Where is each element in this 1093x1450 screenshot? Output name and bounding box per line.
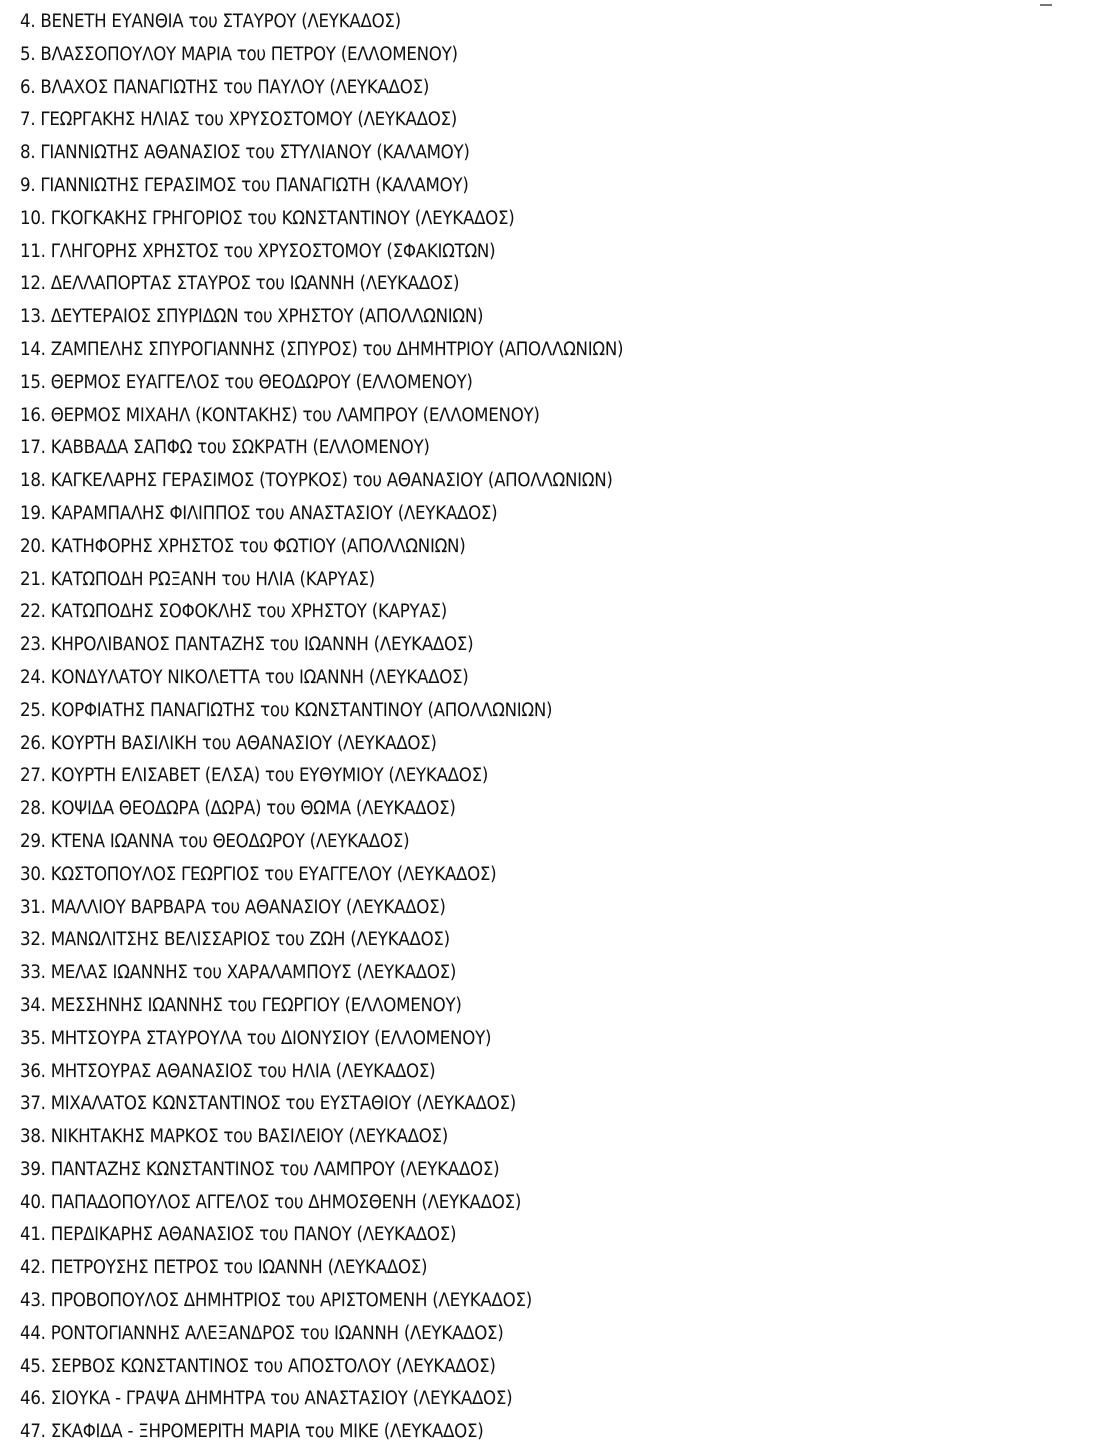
list-item: 43. ΠΡΟΒΟΠΟΥΛΟΣ ΔΗΜΗΤΡΙΟΣ του ΑΡΙΣΤΟΜΕΝΗ (ΛΕΥΚΑΔΟΣ) xyxy=(20,1290,532,1312)
list-item: 21. ΚΑΤΩΠΟΔΗ ΡΩΞΑΝΗ του ΗΛΙΑ (ΚΑΡΥΑΣ) xyxy=(20,568,375,590)
list-item: 47. ΣΚΑΦΙΔΑ - ΞΗΡΟΜΕΡΙΤΗ ΜΑΡΙΑ του ΜΙΚΕ (ΛΕΥΚΑΔΟΣ) xyxy=(20,1421,484,1443)
list-item: 38. ΝΙΚΗΤΑΚΗΣ ΜΑΡΚΟΣ του ΒΑΣΙΛΕΙΟΥ (ΛΕΥΚΑΔΟΣ) xyxy=(20,1126,449,1148)
list-item: 46. ΣΙΟΥΚΑ - ΓΡΑΨΑ ΔΗΜΗΤΡΑ του ΑΝΑΣΤΑΣΙΟΥ (ΛΕΥΚΑΔΟΣ) xyxy=(20,1388,513,1410)
list-item: 36. ΜΗΤΣΟΥΡΑΣ ΑΘΑΝΑΣΙΟΣ του ΗΛΙΑ (ΛΕΥΚΑΔΟΣ) xyxy=(20,1060,436,1082)
list-item: 24. ΚΟΝΔΥΛΑΤΟΥ ΝΙΚΟΛΕΤΤΑ του ΙΩΑΝΝΗ (ΛΕΥΚΑΔΟΣ) xyxy=(20,666,469,688)
list-item: 44. ΡΟΝΤΟΓΙΑΝΝΗΣ ΑΛΕΞΑΝΔΡΟΣ του ΙΩΑΝΝΗ (ΛΕΥΚΑΔΟΣ) xyxy=(20,1322,504,1344)
list-item: 34. ΜΕΣΣΗΝΗΣ ΙΩΑΝΝΗΣ του ΓΕΩΡΓΙΟΥ (ΕΛΛΟΜΕΝΟΥ) xyxy=(20,994,462,1016)
list-item: 42. ΠΕΤΡΟΥΣΗΣ ΠΕΤΡΟΣ του ΙΩΑΝΝΗ (ΛΕΥΚΑΔΟΣ) xyxy=(20,1257,428,1279)
list-item: 25. ΚΟΡΦΙΑΤΗΣ ΠΑΝΑΓΙΩΤΗΣ του ΚΩΝΣΤΑΝΤΙΝΟΥ (ΑΠΟΛΛΩΝΙΩΝ) xyxy=(20,699,553,721)
list-item: 18. ΚΑΓΚΕΛΑΡΗΣ ΓΕΡΑΣΙΜΟΣ (ΤΟΥΡΚΟΣ) του ΑΘΑΝΑΣΙΟΥ (ΑΠΟΛΛΩΝΙΩΝ) xyxy=(20,470,613,492)
list-item: 13. ΔΕΥΤΕΡΑΙΟΣ ΣΠΥΡΙΔΩΝ του ΧΡΗΣΤΟΥ (ΑΠΟΛΛΩΝΙΩΝ) xyxy=(20,306,484,328)
list-item: 27. ΚΟΥΡΤΗ ΕΛΙΣΑΒΕΤ (ΕΛΣΑ) του ΕΥΘΥΜΙΟΥ (ΛΕΥΚΑΔΟΣ) xyxy=(20,765,489,787)
list-item: 6. ΒΛΑΧΟΣ ΠΑΝΑΓΙΩΤΗΣ του ΠΑΥΛΟΥ (ΛΕΥΚΑΔΟΣ) xyxy=(20,76,430,98)
list-item: 28. ΚΟΨΙΔΑ ΘΕΟΔΩΡΑ (ΔΩΡΑ) του ΘΩΜΑ (ΛΕΥΚΑΔΟΣ) xyxy=(20,798,456,820)
list-item: 10. ΓΚΟΓΚΑΚΗΣ ΓΡΗΓΟΡΙΟΣ του ΚΩΝΣΤΑΝΤΙΝΟΥ (ΛΕΥΚΑΔΟΣ) xyxy=(20,207,515,229)
list-item: 15. ΘΕΡΜΟΣ ΕΥΑΓΓΕΛΟΣ του ΘΕΟΔΩΡΟΥ (ΕΛΛΟΜΕΝΟΥ) xyxy=(20,371,473,393)
list-item: 23. ΚΗΡΟΛΙΒΑΝΟΣ ΠΑΝΤΑΖΗΣ του ΙΩΑΝΝΗ (ΛΕΥΚΑΔΟΣ) xyxy=(20,634,474,656)
list-item: 16. ΘΕΡΜΟΣ ΜΙΧΑΗΛ (ΚΟΝΤΑΚΗΣ) του ΛΑΜΠΡΟΥ (ΕΛΛΟΜΕΝΟΥ) xyxy=(20,404,540,426)
list-item: 9. ΓΙΑΝΝΙΩΤΗΣ ΓΕΡΑΣΙΜΟΣ του ΠΑΝΑΓΙΩΤΗ (ΚΑΛΑΜΟΥ) xyxy=(20,174,469,196)
list-item: 29. ΚΤΕΝΑ ΙΩΑΝΝΑ του ΘΕΟΔΩΡΟΥ (ΛΕΥΚΑΔΟΣ) xyxy=(20,830,410,852)
list-item: 20. ΚΑΤΗΦΟΡΗΣ ΧΡΗΣΤΟΣ του ΦΩΤΙΟΥ (ΑΠΟΛΛΩΝΙΩΝ) xyxy=(20,535,466,557)
list-item: 32. ΜΑΝΩΛΙΤΣΗΣ ΒΕΛΙΣΣΑΡΙΟΣ του ΖΩΗ (ΛΕΥΚΑΔΟΣ) xyxy=(20,929,450,951)
list-item: 7. ΓΕΩΡΓΑΚΗΣ ΗΛΙΑΣ του ΧΡΥΣΟΣΤΟΜΟΥ (ΛΕΥΚΑΔΟΣ) xyxy=(20,109,458,131)
list-item: 5. ΒΛΑΣΣΟΠΟΥΛΟΥ ΜΑΡΙΑ του ΠΕΤΡΟΥ (ΕΛΛΟΜΕΝΟΥ) xyxy=(20,43,458,65)
list-item: 8. ΓΙΑΝΝΙΩΤΗΣ ΑΘΑΝΑΣΙΟΣ του ΣΤΥΛΙΑΝΟΥ (ΚΑΛΑΜΟΥ) xyxy=(20,142,470,164)
list-item: 26. ΚΟΥΡΤΗ ΒΑΣΙΛΙΚΗ του ΑΘΑΝΑΣΙΟΥ (ΛΕΥΚΑΔΟΣ) xyxy=(20,732,437,754)
list-item: 45. ΣΕΡΒΟΣ ΚΩΝΣΤΑΝΤΙΝΟΣ του ΑΠΟΣΤΟΛΟΥ (ΛΕΥΚΑΔΟΣ) xyxy=(20,1355,496,1377)
list-item: 12. ΔΕΛΛΑΠΟΡΤΑΣ ΣΤΑΥΡΟΣ του ΙΩΑΝΝΗ (ΛΕΥΚΑΔΟΣ) xyxy=(20,273,460,295)
list-item: 31. ΜΑΛΛΙΟΥ ΒΑΡΒΑΡΑ του ΑΘΑΝΑΣΙΟΥ (ΛΕΥΚΑΔΟΣ) xyxy=(20,896,446,918)
list-item: 22. ΚΑΤΩΠΟΔΗΣ ΣΟΦΟΚΛΗΣ του ΧΡΗΣΤΟΥ (ΚΑΡΥΑΣ) xyxy=(20,601,447,623)
list-item: 40. ΠΑΠΑΔΟΠΟΥΛΟΣ ΑΓΓΕΛΟΣ του ΔΗΜΟΣΘΕΝΗ (ΛΕΥΚΑΔΟΣ) xyxy=(20,1191,522,1213)
list-item: 41. ΠΕΡΔΙΚΑΡΗΣ ΑΘΑΝΑΣΙΟΣ του ΠΑΝΟΥ (ΛΕΥΚΑΔΟΣ) xyxy=(20,1224,457,1246)
list-item: 39. ΠΑΝΤΑΖΗΣ ΚΩΝΣΤΑΝΤΙΝΟΣ του ΛΑΜΠΡΟΥ (ΛΕΥΚΑΔΟΣ) xyxy=(20,1158,500,1180)
list-item: 4. ΒΕΝΕΤΗ ΕΥΑΝΘΙΑ του ΣΤΑΥΡΟΥ (ΛΕΥΚΑΔΟΣ) xyxy=(20,11,401,32)
list-item: 37. ΜΙΧΑΛΑΤΟΣ ΚΩΝΣΤΑΝΤΙΝΟΣ του ΕΥΣΤΑΘΙΟΥ (ΛΕΥΚΑΔΟΣ) xyxy=(20,1093,516,1115)
list-item: 14. ΖΑΜΠΕΛΗΣ ΣΠΥΡΟΓΙΑΝΝΗΣ (ΣΠΥΡΟΣ) του ΔΗΜΗΤΡΙΟΥ (ΑΠΟΛΛΩΝΙΩΝ) xyxy=(20,338,624,360)
list-item: 33. ΜΕΛΑΣ ΙΩΑΝΝΗΣ του ΧΑΡΑΛΑΜΠΟΥΣ (ΛΕΥΚΑΔΟΣ) xyxy=(20,962,457,984)
list-item: 17. ΚΑΒΒΑΔΑ ΣΑΠΦΩ του ΣΩΚΡΑΤΗ (ΕΛΛΟΜΕΝΟΥ) xyxy=(20,437,430,459)
list-item: 11. ΓΛΗΓΟΡΗΣ ΧΡΗΣΤΟΣ του ΧΡΥΣΟΣΤΟΜΟΥ (ΣΦΑΚΙΩΤΩΝ) xyxy=(20,240,496,262)
list-item: 19. ΚΑΡΑΜΠΑΛΗΣ ΦΙΛΙΠΠΟΣ του ΑΝΑΣΤΑΣΙΟΥ (ΛΕΥΚΑΔΟΣ) xyxy=(20,502,498,524)
candidate-list xyxy=(20,6,690,1449)
page-corner-mark xyxy=(1040,4,1052,6)
list-item: 35. ΜΗΤΣΟΥΡΑ ΣΤΑΥΡΟΥΛΑ του ΔΙΟΝΥΣΙΟΥ (ΕΛΛΟΜΕΝΟΥ) xyxy=(20,1027,492,1049)
list-item: 30. ΚΩΣΤΟΠΟΥΛΟΣ ΓΕΩΡΓΙΟΣ του ΕΥΑΓΓΕΛΟΥ (ΛΕΥΚΑΔΟΣ) xyxy=(20,863,497,885)
